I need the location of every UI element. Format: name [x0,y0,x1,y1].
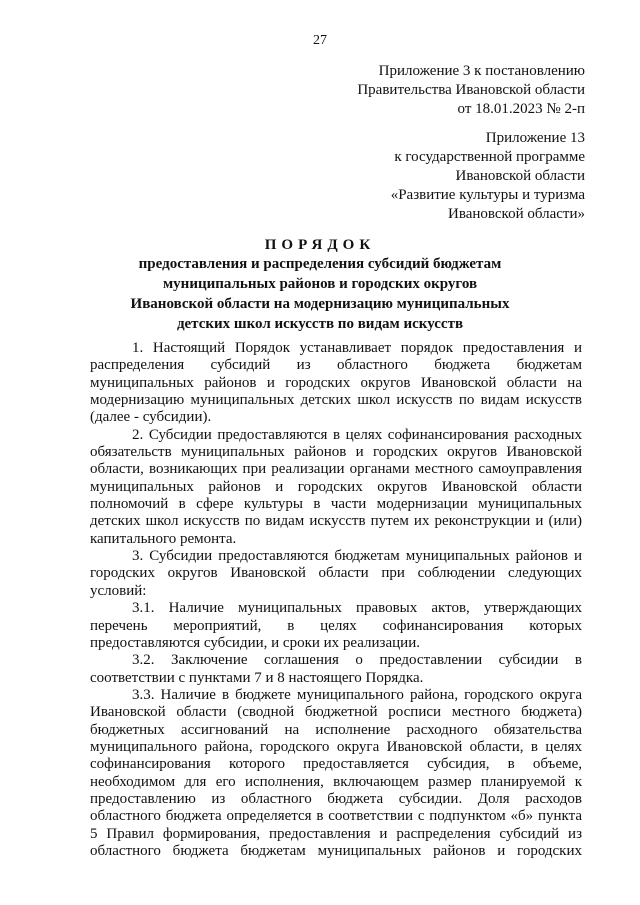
text-line: 3.1. Наличие муниципальных правовых актов, утверждающих [132,600,582,617]
text-line: полномочий в сфере культуры в части модернизации муниципальных [90,496,582,513]
text-line: муниципальных районов и городских округов Ивановской области [90,478,582,495]
document-title: ПОРЯДОК [264,237,376,253]
text-line: софинансирования которого предоставляется субсидия, в объеме, [90,756,582,773]
subtitle-line: предоставления и распределения субсидий бюджетам [138,256,502,272]
text-line: 2. Субсидии предоставляются в целях софинансирования расходных [132,426,582,443]
text-line: предоставляются субсидии, и сроки их реализации. [90,634,420,651]
appendix-resolution-header [357,62,585,119]
paragraph-1 [90,340,582,427]
appendix-program-header [391,129,585,224]
page-number: 27 [313,33,327,48]
appendix-resolution-line: от 18.01.2023 № 2-п [457,101,585,117]
text-line: Ивановской области (сводной бюджетной росписи местного бюджета) [90,704,582,721]
text-line: предоставлению из областного бюджета субсидии. Доля расходов [90,790,582,807]
paragraph-3 [90,548,582,600]
paragraph-3-1 [90,600,582,652]
text-line: 3. Субсидии предоставляются бюджетам муниципальных районов и [132,548,582,565]
text-line: детских школ искусств по видам искусств путем их реконструкции и (или) [90,513,582,530]
appendix-program-line: к государственной программе [394,149,585,165]
text-line: соответствии с пунктами 7 и 8 настоящего Порядка. [90,669,424,686]
paragraph-3-2 [90,652,582,687]
text-line: необходимом для его исполнения, включающем размер планируемой к [90,773,582,790]
paragraph-3-3 [90,687,582,860]
text-line: (далее - субсидии). [90,409,212,426]
text-line: капитального ремонта. [90,530,237,547]
text-line: 3.3. Наличие в бюджете муниципального района, городского округа [132,686,582,703]
appendix-program-line: Приложение 13 [485,130,585,146]
appendix-program-line: «Развитие культуры и туризма [390,187,585,203]
text-line: муниципальных районов и городских округов Ивановской области на [90,374,582,391]
appendix-resolution-line: Приложение 3 к постановлению [378,63,585,79]
text-line: 5 Правил формирования, предоставления и распределения субсидий из [90,825,582,842]
text-line: бюджетных ассигнований на исполнение расходного обязательства [90,721,582,738]
text-line: областного бюджета определяется в соответствии с подпунктом «б» пункта [90,808,582,825]
text-line: 1. Настоящий Порядок устанавливает порядок предоставления и [132,340,582,356]
document-body [90,340,582,860]
text-line: условий: [90,582,147,599]
appendix-resolution-line: Правительства Ивановской области [357,82,585,98]
text-line: модернизацию муниципальных детских школ искусств по видам искусств [90,392,582,409]
subtitle-line: Ивановской области на модернизацию муниципальных [130,296,510,312]
text-line: перечень мероприятий, в целях софинансирования которых [90,617,582,634]
appendix-program-line: Ивановской области [455,168,585,184]
document-subtitle [60,254,580,334]
text-line: области, возникающих при реализации органами местного самоуправления [90,461,582,478]
text-line: обязательств муниципальных районов и городских округов Ивановской [90,444,582,461]
text-line: городских округов Ивановской области при соблюдении следующих [90,565,582,582]
subtitle-line: детских школ искусств по видам искусств [176,316,464,332]
subtitle-line: муниципальных районов и городских округов [162,276,478,292]
text-line: муниципального района, городского округа Ивановской области, в целях [90,738,582,755]
text-line: областного бюджета бюджетам муниципальных районов и городских [90,842,582,859]
paragraph-2 [90,427,582,548]
text-line: 3.2. Заключение соглашения о предоставлении субсидии в [132,652,582,669]
appendix-program-line: Ивановской области» [448,206,585,222]
text-line: распределения субсидий из областного бюджета бюджетам [90,357,582,374]
